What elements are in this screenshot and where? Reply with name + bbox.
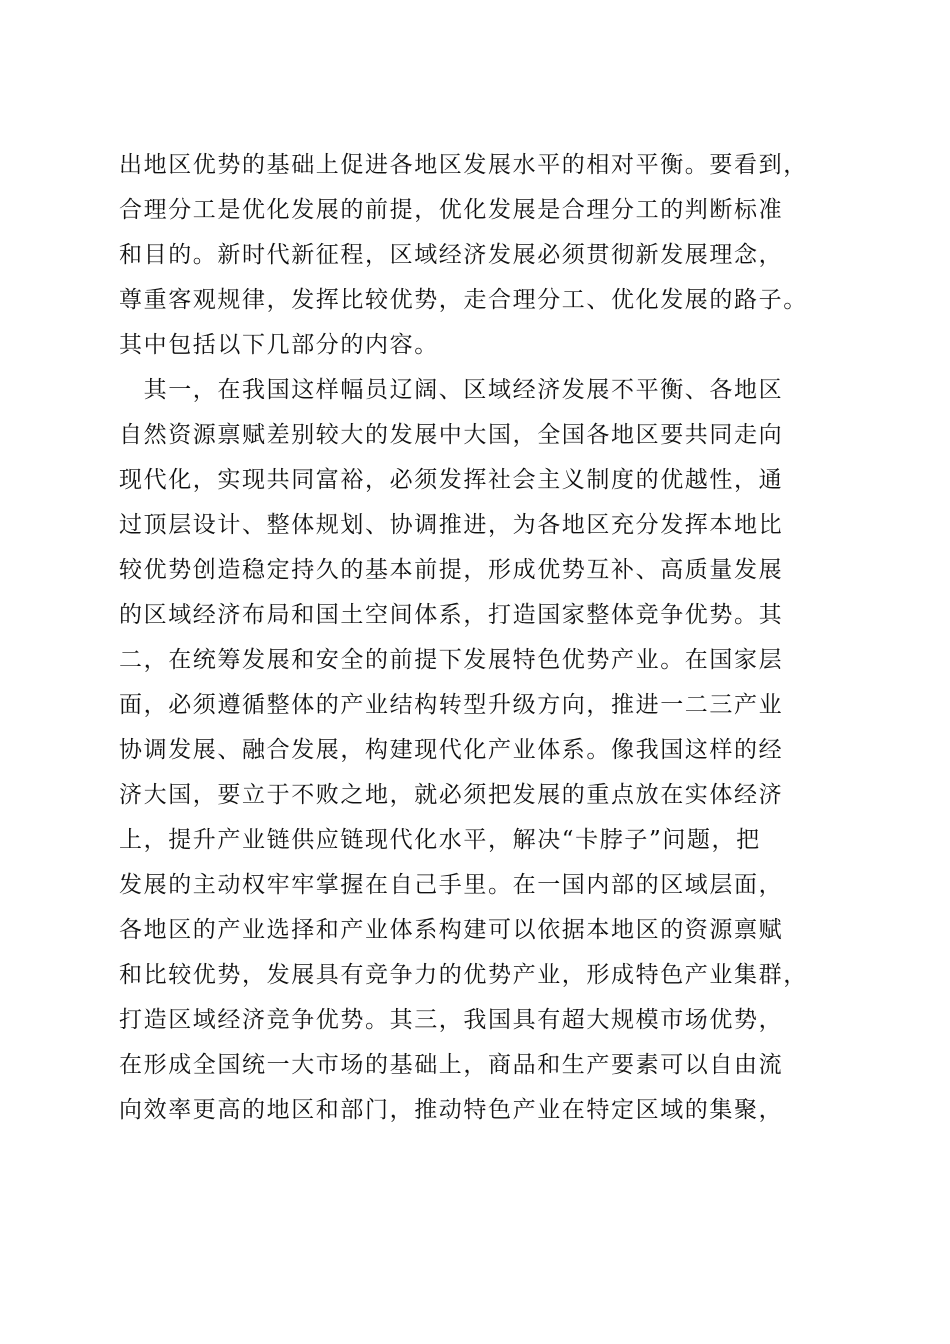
- text-line: 出地区优势的基础上促进各地区发展水平的相对平衡。要看到，: [119, 152, 808, 178]
- text-line: 合理分工是优化发展的前提，优化发展是合理分工的判断标准: [119, 197, 784, 223]
- text-line: 和目的。新时代新征程，区域经济发展必须贯彻新发展理念，: [119, 242, 784, 268]
- text-line: 协调发展、融合发展，构建现代化产业体系。像我国这样的经: [119, 737, 784, 763]
- body-text: [119, 143, 839, 1133]
- text-line: 二，在统筹发展和安全的前提下发展特色优势产业。在国家层: [119, 647, 784, 673]
- text-line: 尊重客观规律，发挥比较优势，走合理分工、优化发展的路子。: [119, 287, 808, 313]
- text-line: 发展的主动权牢牢掌握在自己手里。在一国内部的区域层面，: [119, 872, 784, 898]
- text-line: 的区域经济布局和国土空间体系，打造国家整体竞争优势。其: [119, 602, 784, 628]
- text-line: 济大国，要立于不败之地，就必须把发展的重点放在实体经济: [119, 782, 784, 808]
- text-line: 和比较优势，发展具有竞争力的优势产业，形成特色产业集群，: [119, 962, 808, 988]
- text-line: 其中包括以下几部分的内容。: [119, 332, 439, 358]
- text-line: 过顶层设计、整体规划、协调推进，为各地区充分发挥本地比: [119, 512, 784, 538]
- text-line: 打造区域经济竞争优势。其三，我国具有超大规模市场优势，: [119, 1007, 784, 1033]
- text-line: 较优势创造稳定持久的基本前提，形成优势互补、高质量发展: [119, 557, 784, 583]
- text-line: 现代化，实现共同富裕，必须发挥社会主义制度的优越性，通: [119, 467, 784, 493]
- text-line: 向效率更高的地区和部门，推动特色产业在特定区域的集聚，: [119, 1097, 784, 1123]
- text-line: 各地区的产业选择和产业体系构建可以依据本地区的资源禀赋: [119, 917, 784, 943]
- text-line: 在形成全国统一大市场的基础上，商品和生产要素可以自由流: [119, 1052, 784, 1078]
- text-line: 上，提升产业链供应链现代化水平，解决“卡脖子”问题，把: [119, 827, 761, 853]
- text-line: 自然资源禀赋差别较大的发展中大国，全国各地区要共同走向: [119, 422, 784, 448]
- paragraph-start-line: 其一，在我国这样幅员辽阔、区域经济发展不平衡、各地区: [119, 377, 784, 403]
- text-line: 面，必须遵循整体的产业结构转型升级方向，推进一二三产业: [119, 692, 784, 718]
